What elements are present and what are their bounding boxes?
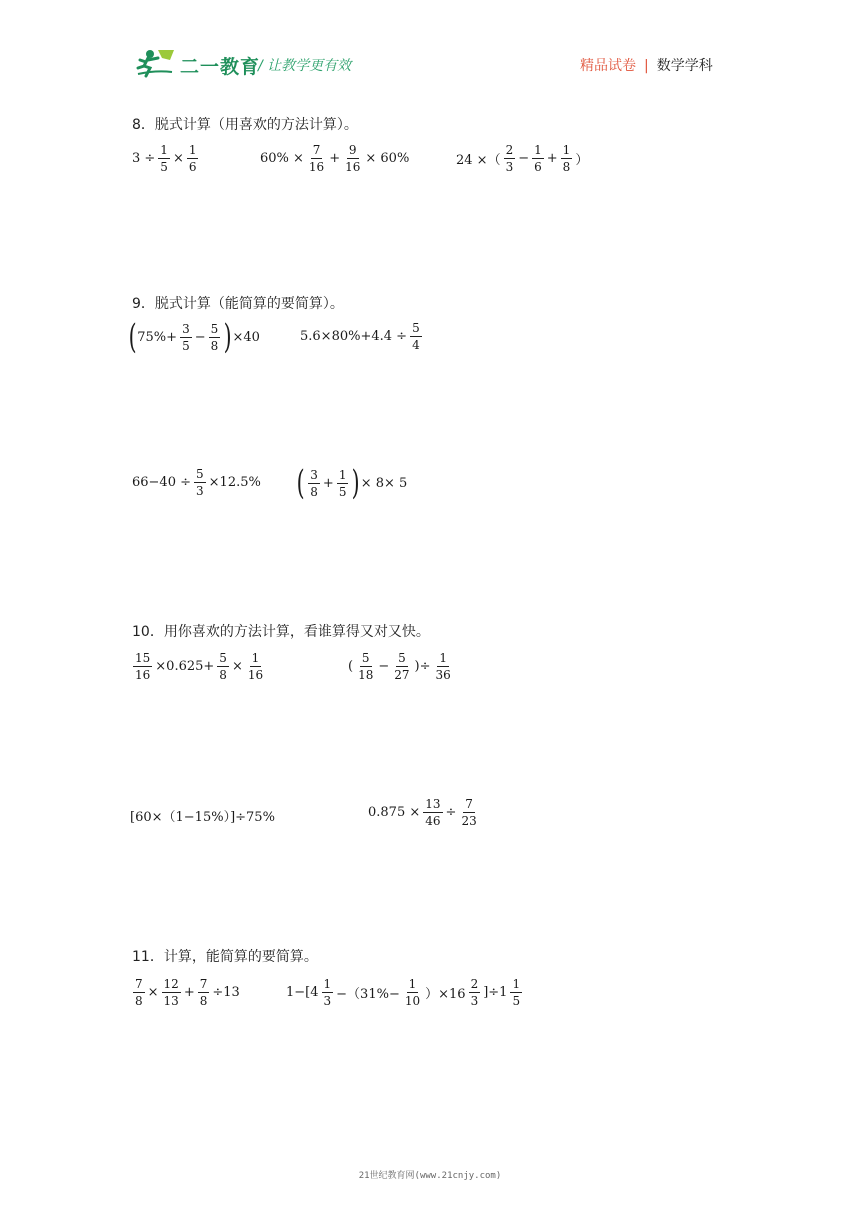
operator: ×: [147, 985, 159, 1000]
paren: (: [296, 463, 305, 503]
fraction: $\frac{5}{8}$: [210, 321, 219, 353]
header-divider: |: [644, 58, 649, 74]
fraction: $\frac{1}{3}$: [323, 977, 332, 1008]
operator: −: [378, 659, 390, 674]
operator: ÷: [419, 659, 431, 674]
q11-title: 11．计算，能简算的要简算。: [132, 949, 318, 965]
fraction: $\frac{7}{8}$: [199, 977, 208, 1008]
q9-title: 9．脱式计算（能简算的要简算）。: [132, 296, 344, 312]
q11-expr-1: [130, 978, 240, 1007]
fraction: $\frac{1}{5}$: [160, 143, 168, 174]
fraction: $\frac{2}{3}$: [505, 143, 514, 174]
q8-title: 8．脱式计算（用喜欢的方法计算）。: [132, 117, 358, 133]
q9-expr-2: [300, 322, 425, 351]
expr-text: [60×（1−15%）]÷75%: [130, 810, 275, 825]
q9-expr-3: [132, 468, 261, 497]
paren: (: [128, 317, 137, 357]
expr-text: ]÷1: [483, 985, 508, 1000]
fraction: $\frac{1}{6}$: [188, 143, 197, 174]
operator: +: [322, 475, 334, 491]
q9-expr-1: [128, 317, 260, 357]
fraction: $\frac{7}{23}$: [461, 797, 477, 828]
q9-expr-4: [296, 463, 408, 503]
q8-expr-3: [456, 144, 588, 173]
operator: +: [329, 151, 341, 166]
operator: −: [518, 151, 530, 166]
running-figure-icon: [136, 48, 176, 82]
q10-expr-1: [130, 652, 268, 681]
footer-text: 21世纪教育网(www.21cnjy.com): [358, 1171, 502, 1181]
fraction: $\frac{1}{36}$: [435, 651, 451, 682]
fraction: $\frac{3}{8}$: [310, 467, 318, 499]
fraction: $\frac{1}{6}$: [534, 143, 542, 174]
fraction: $\frac{1}{10}$: [404, 977, 421, 1008]
operator: −: [194, 329, 206, 345]
subject-label: 数学学科: [656, 58, 713, 74]
expr-text: 0.875 ×: [368, 805, 421, 820]
q10-expr-4: [368, 798, 482, 827]
operator: +: [546, 151, 558, 166]
fraction: $\frac{2}{3}$: [470, 977, 479, 1008]
expr-text: 5.6×80%+4.4 ÷: [300, 329, 408, 344]
fraction: $\frac{1}{5}$: [338, 467, 347, 499]
q8-expr-1: [132, 144, 201, 173]
fraction: $\frac{1}{8}$: [562, 143, 571, 174]
expr-text: 24 ×（: [456, 153, 501, 168]
fraction: $\frac{7}{16}$: [308, 143, 325, 174]
q11-expr-2: [286, 978, 525, 1007]
expr-text: 66−40 ÷: [132, 475, 192, 490]
fraction: $\frac{9}{16}$: [345, 143, 361, 174]
fraction: $\frac{1}{16}$: [247, 651, 264, 682]
expr-text: ）: [575, 153, 589, 168]
paren: (: [348, 659, 354, 674]
expr-text: × 8× 5: [360, 475, 408, 491]
expr-text: ）×16: [425, 987, 466, 1002]
paren: ): [352, 463, 361, 503]
fraction: $\frac{3}{5}$: [182, 321, 190, 353]
logo-text: 二一教育: [180, 55, 261, 78]
operator: ÷: [445, 805, 457, 820]
q8-expr-2: [260, 144, 409, 173]
product-label: 精品试卷: [580, 58, 636, 74]
fraction: $\frac{13}{46}$: [425, 797, 441, 828]
expr-text: 75%+: [137, 329, 178, 345]
q10-expr-3: [130, 806, 275, 825]
expr-text: ×12.5%: [208, 475, 261, 490]
fraction: $\frac{15}{16}$: [135, 651, 151, 682]
expr-text: ×40: [232, 329, 260, 345]
header-right: [580, 55, 713, 75]
expr-text: × 60%: [365, 151, 410, 166]
expr-text: ×0.625+: [155, 659, 215, 674]
q10-title: 10．用你喜欢的方法计算，看谁算得又对又快。: [132, 624, 430, 640]
expr-text: ÷13: [212, 985, 240, 1000]
operator: ×: [172, 151, 184, 166]
operator: +: [183, 985, 195, 1000]
header-logo: [136, 48, 260, 82]
fraction: $\frac{5}{27}$: [394, 651, 410, 682]
q10-expr-2: [348, 652, 456, 681]
fraction: $\frac{5}{8}$: [219, 651, 227, 682]
expr-text: 60% ×: [260, 151, 304, 166]
expr-text: −（31%−: [336, 987, 400, 1002]
expr-text: 1−[4: [286, 985, 319, 1000]
paren: ): [223, 317, 232, 357]
fraction: $\frac{7}{8}$: [135, 977, 143, 1008]
expr-text: 3 ÷: [132, 151, 156, 166]
slogan: / 让教学更有效: [258, 58, 352, 74]
fraction: $\frac{5}{18}$: [358, 651, 374, 682]
fraction: $\frac{12}{13}$: [163, 977, 179, 1008]
fraction: $\frac{5}{3}$: [196, 467, 204, 498]
fraction: $\frac{1}{5}$: [512, 977, 521, 1008]
paren: ): [414, 659, 420, 674]
operator: ×: [231, 659, 243, 674]
fraction: $\frac{5}{4}$: [412, 321, 420, 352]
